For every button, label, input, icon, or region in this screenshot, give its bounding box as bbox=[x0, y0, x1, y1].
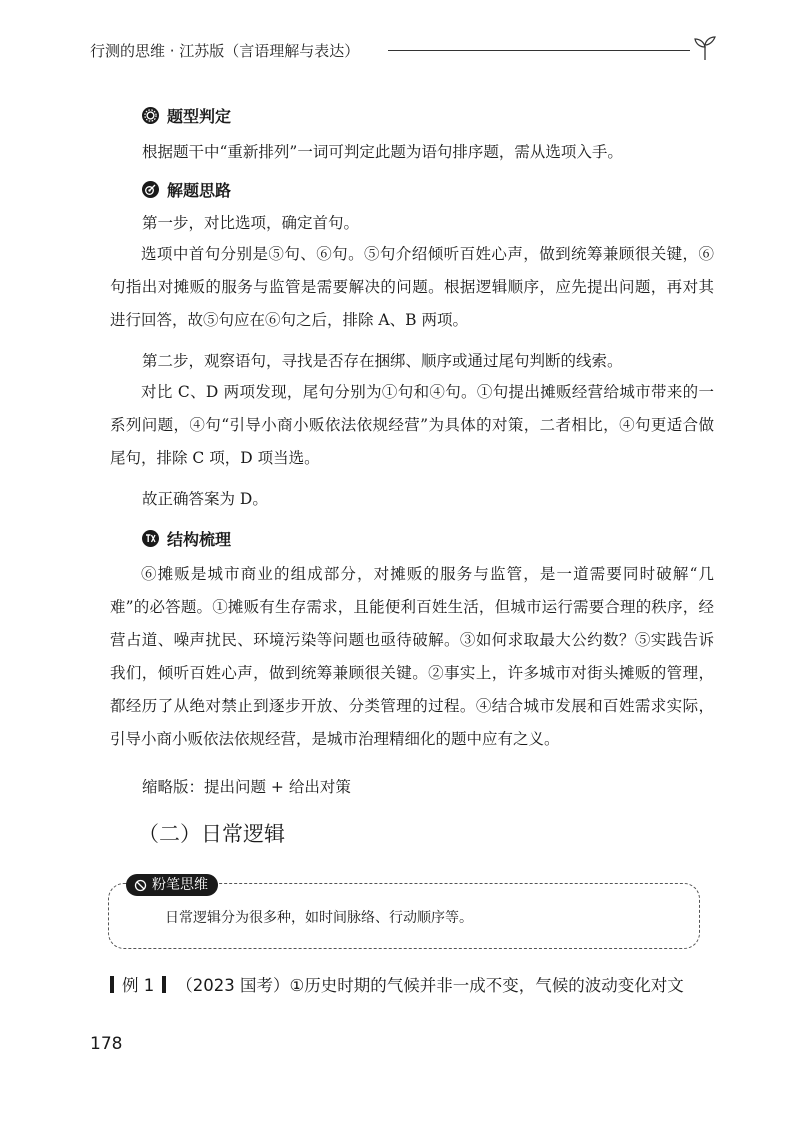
structure-heading bbox=[142, 527, 231, 550]
answer-line: 故正确答案为 D。 bbox=[142, 490, 268, 508]
gear-icon bbox=[142, 107, 159, 124]
structure-paragraph: ⑥摊贩是城市商业的组成部分，对摊贩的服务与监管，是一道需要同时破解“几难”的必答题。①摊贩有生存需求，且能便利百姓生活，但城市运行需要合理的秩序，经营占道、噪声扰民、环境污染等问题也亟待破解。③如何求取最大公约数？⑤实践告诉我们，倾听百姓心声，做到统筹兼顾很关键。②事实上，许多城市对街头摊贩的管理，都经历了从绝对禁止到逐步开放、分类管理的过程。④结合城市发展和百姓需求实际，引导小商小贩依法依规经营，是城市治理精细化的题中应有之义。 bbox=[110, 565, 714, 748]
bracket-bar-left bbox=[110, 976, 114, 993]
solution-heading bbox=[142, 178, 231, 201]
no-icon bbox=[134, 879, 147, 892]
subsection-title: （二）日常逻辑 bbox=[138, 822, 285, 846]
sprout-icon bbox=[690, 34, 720, 60]
tip-text: 日常逻辑分为很多种，如时间脉络、行动顺序等。 bbox=[165, 910, 473, 926]
solution-paragraph-1: 选项中首句分别是⑤句、⑥句。⑤句介绍倾听百姓心声，做到统筹兼顾很关键，⑥句指出对摊贩的服务与监管是需要解决的问题。根据逻辑顺序，应先提出问题，再对其进行回答，故⑤句应在⑥句之后，排除 A、B 两项。 bbox=[110, 245, 714, 329]
solution-paragraph-2: 对比 C、D 两项发现，尾句分别为①句和④句。①句提出摊贩经营给城市带来的一系列问题，④句“引导小商小贩依法依规经营”为具体的对策，二者相比，④句更适合做尾句，排除 C 项，D 项当选。 bbox=[110, 383, 714, 467]
header-rule bbox=[388, 50, 690, 51]
tip-label-text: 粉笔思维 bbox=[152, 877, 208, 893]
heading-text: 题型判定 bbox=[167, 107, 232, 126]
step-two: 第二步，观察语句，寻找是否存在捆绑、顺序或通过尾句判断的线索。 bbox=[142, 352, 623, 370]
step-one: 第一步，对比选项，确定首句。 bbox=[142, 214, 360, 232]
type-judgment-heading bbox=[142, 104, 231, 127]
heading-text: 解题思路 bbox=[167, 181, 232, 200]
heading-text: 结构梳理 bbox=[167, 530, 232, 549]
target-icon bbox=[142, 181, 159, 198]
structure-icon bbox=[142, 530, 159, 547]
summary-line: 缩略版：提出问题 + 给出对策 bbox=[142, 778, 351, 796]
book-title: 行测的思维 · 江苏版（言语理解与表达） bbox=[90, 42, 360, 60]
example-label: 例 1 bbox=[122, 976, 155, 995]
bracket-bar-right bbox=[162, 976, 166, 993]
type-judgment-text: 根据题干中“重新排列”一词可判定此题为语句排序题，需从选项入手。 bbox=[142, 143, 623, 161]
example-line bbox=[110, 972, 684, 996]
running-header bbox=[90, 40, 720, 70]
page-number: 178 bbox=[90, 1034, 123, 1054]
tip-label bbox=[126, 874, 218, 896]
example-text: （2023 国考）①历史时期的气候并非一成不变，气候的波动变化对文 bbox=[176, 976, 684, 995]
